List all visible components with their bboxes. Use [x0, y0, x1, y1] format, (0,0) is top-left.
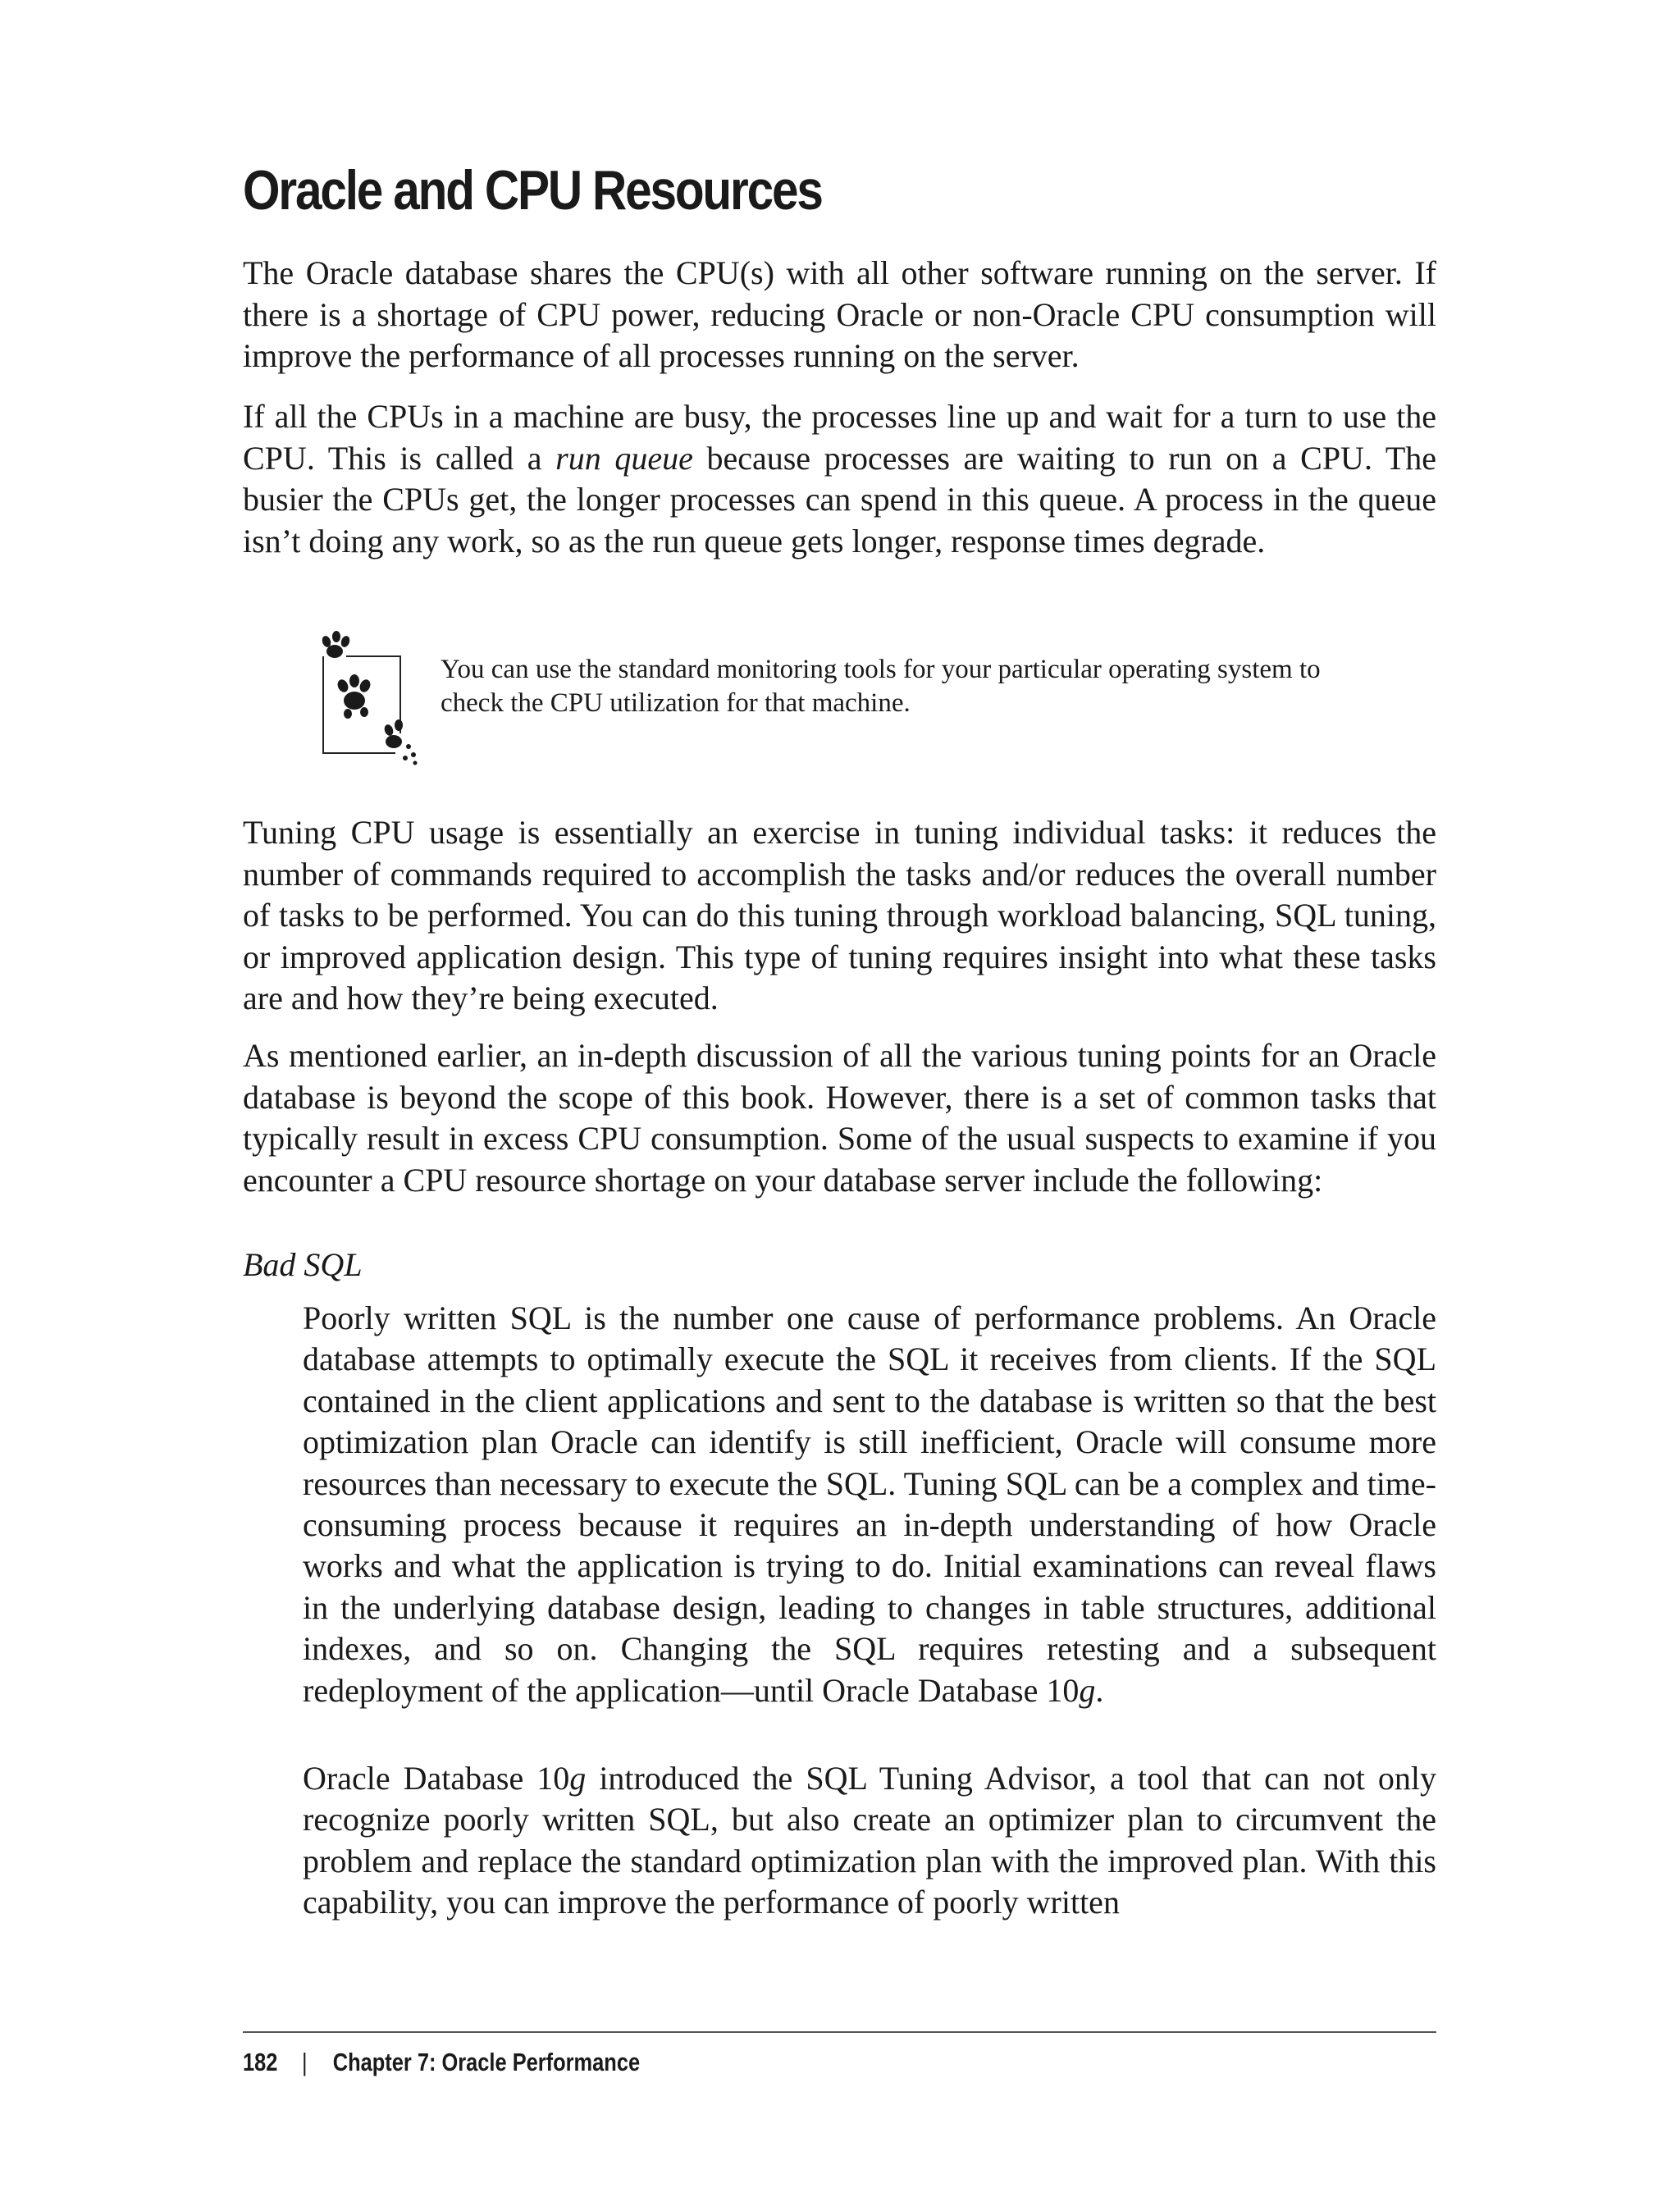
definition-bad-sql-paragraph-2: [303, 1758, 1436, 1924]
definition-bad-sql-paragraph-1: [303, 1298, 1436, 1711]
tip-paw-prints-icon: [297, 627, 428, 766]
version-suffix: g: [569, 1760, 587, 1797]
paragraph-tuning-cpu: Tuning CPU usage is essentially an exercise in tuning individual tasks: it reduces the number of commands required to accomplish the tasks and/or reduces the overall number of tasks to be performed. You can do this tuning through workload balancing, SQL tuning, or improved application design. This type of tuning requires insight into what these tasks are and how they’re being executed.: [243, 814, 1436, 1016]
definition-text-1b: .: [1095, 1671, 1104, 1709]
tip-note-text: You can use the standard monitoring tools for your particular operating system to check the CPU utilization for that machine.: [441, 655, 1321, 718]
paragraph-run-queue-text-2: because processes are waiting to run on a CPU. The busier the CPUs get, the longer processes can spend in this queue. A process in the queue isn’t doing any work, so as the run queue gets longer, response times degrade.: [243, 439, 1437, 559]
section-title: Oracle and CPU Resources: [243, 159, 822, 222]
paragraph-usual-suspects: As mentioned earlier, an in-depth discussion of all the various tuning points for an Oracle database is beyond the scope of this book. However, there is a set of common tasks that typically result in excess CPU consumption. Some of the usual suspects to examine if you encounter a CPU resource shortage on your database server include the following:: [243, 1037, 1436, 1199]
footer-divider: [243, 2031, 1436, 2033]
definition-text-1a: Poorly written SQL is the number one cause of performance problems. An Oracle database attempts to optimally execute the SQL it receives from clients. If the SQL contained in the client applications and sent to the database is written so that the best optimization plan Oracle can identify is still inefficient, Oracle will consume more resources than necessary to execute the SQL. Tuning SQL can be a complex and time-consuming process because it requires an in-depth understanding of how Oracle works and what the application is trying to do. Initial examinations can reveal flaws in the underlying database design, leading to changes in table structures, additional indexes, and so on. Changing the SQL requires retesting and a subsequent redeployment of the application—until Oracle Database 10: [303, 1299, 1436, 1709]
chapter-title: Chapter 7: Oracle Performance: [332, 2048, 641, 2076]
definition-text-2a: Oracle Database 10: [303, 1760, 570, 1797]
definition-term-bad-sql: Bad SQL: [243, 1246, 363, 1283]
version-suffix: g: [1079, 1671, 1096, 1709]
page-number: 182: [243, 2048, 278, 2076]
page-footer: [243, 2046, 640, 2079]
paragraph-run-queue: [243, 396, 1436, 562]
paragraph-shared-cpu: The Oracle database shares the CPU(s) with all other software running on the server. If there is a shortage of CPU power, reducing Oracle or non-Oracle CPU consumption will improve the performance of all processes running on the server.: [243, 254, 1436, 374]
definition-text-2b: introduced the SQL Tuning Advisor, a tool that can not only recognize poorly written SQL, but also create an optimizer plan to circumvent the problem and replace the standard optimization plan with the improved plan. With this capability, you can improve the performance of poorly written: [303, 1760, 1436, 1921]
run-queue-term: run queue: [555, 439, 693, 477]
paragraph-run-queue-text-1: If all the CPUs in a machine are busy, the processes line up and wait for a turn to use the CPU. This is called a: [243, 398, 1436, 477]
footer-separator: |: [301, 2048, 308, 2076]
